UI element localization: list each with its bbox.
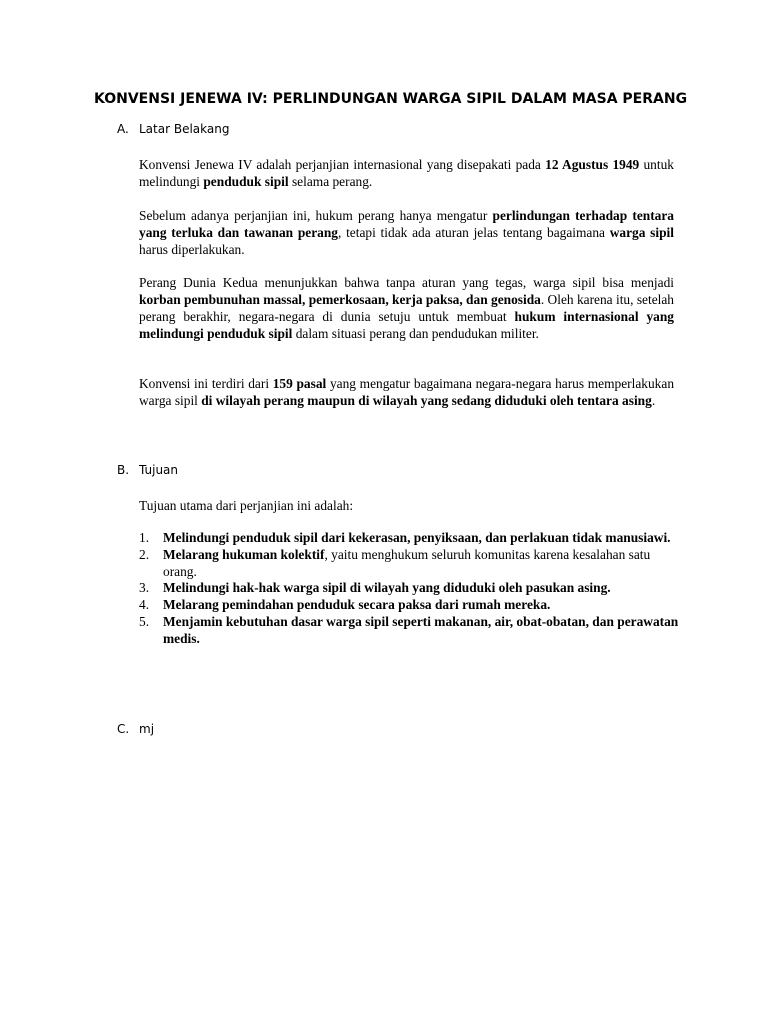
bold-run: Menjamin kebutuhan dasar warga sipil seperti makanan, air, obat-obatan, dan perawatan medis. bbox=[163, 613, 679, 646]
bold-run: hukum internasional yang melindungi penduduk sipil bbox=[139, 309, 674, 341]
list-number: 4. bbox=[139, 597, 150, 613]
bold-run: Melarang hukuman kolektif bbox=[163, 546, 325, 562]
section-b-letter: B. bbox=[117, 463, 130, 477]
goals-list bbox=[139, 530, 679, 648]
list-item bbox=[139, 597, 679, 614]
list-number: 2. bbox=[139, 546, 150, 562]
list-item bbox=[139, 547, 679, 581]
text-run: harus diperlakukan. bbox=[139, 242, 245, 257]
section-a-heading bbox=[117, 121, 229, 137]
list-number: 3. bbox=[139, 580, 150, 596]
text-run: yang mengatur bagaimana negara-negara harus memperlakukan warga sipil bbox=[139, 376, 675, 408]
section-a-title: Latar Belakang bbox=[139, 122, 230, 136]
section-b-title: Tujuan bbox=[139, 463, 179, 477]
paragraph-a2 bbox=[139, 207, 674, 258]
list-item bbox=[139, 580, 679, 597]
paragraph-a3 bbox=[139, 274, 674, 342]
text-run: Perang Dunia Kedua menunjukkan bahwa tanpa aturan yang tegas, warga sipil bisa menjadi bbox=[139, 275, 674, 290]
list-number: 5. bbox=[139, 613, 150, 629]
bold-run: Melarang pemindahan penduduk secara paksa dari rumah mereka. bbox=[163, 597, 551, 613]
document-title: KONVENSI JENEWA IV: PERLINDUNGAN WARGA SIPIL DALAM MASA PERANG bbox=[94, 91, 688, 107]
section-c-letter: C. bbox=[117, 722, 130, 736]
text-run: , tetapi tidak ada aturan jelas tentang bagaimana bbox=[338, 225, 610, 240]
bold-run: 159 pasal bbox=[272, 376, 327, 391]
text-run: , yaitu menghukum seluruh komunitas karena kesalahan satu orang. bbox=[163, 546, 651, 579]
bold-run: warga sipil bbox=[609, 225, 674, 240]
text-run: selama perang. bbox=[288, 174, 373, 189]
list-number: 1. bbox=[139, 530, 150, 545]
section-c-heading bbox=[117, 721, 154, 737]
text-run: untuk melindungi bbox=[139, 157, 674, 189]
list-item bbox=[139, 614, 679, 648]
bold-run: penduduk sipil bbox=[203, 174, 289, 189]
bold-run: di wilayah perang maupun di wilayah yang sedang diduduki oleh tentara asing bbox=[201, 393, 652, 408]
text-run: . bbox=[651, 393, 656, 408]
bold-run: Melindungi hak-hak warga sipil di wilayah yang diduduki oleh pasukan asing. bbox=[163, 580, 611, 596]
paragraph-b-intro: Tujuan utama dari perjanjian ini adalah: bbox=[139, 498, 354, 513]
paragraph-a4 bbox=[139, 375, 674, 409]
text-run: Sebelum adanya perjanjian ini, hukum perang hanya mengatur bbox=[139, 208, 493, 223]
bold-run: perlindungan terhadap tentara yang terluka dan tawanan perang bbox=[139, 208, 675, 240]
section-c-title: mj bbox=[139, 722, 155, 736]
text-run: dalam situasi perang dan pendudukan militer. bbox=[292, 326, 539, 341]
section-a-letter: A. bbox=[117, 122, 129, 136]
section-b-heading bbox=[117, 462, 178, 478]
text-run: Konvensi ini terdiri dari bbox=[139, 376, 273, 391]
text-run: Konvensi Jenewa IV adalah perjanjian internasional yang disepakati pada bbox=[139, 157, 546, 172]
bold-run: 12 Agustus 1949 bbox=[545, 157, 640, 172]
paragraph-a1 bbox=[139, 156, 674, 190]
text-run: . Oleh karena itu, setelah perang berakhir, negara-negara di dunia setuju untuk membuat bbox=[139, 292, 674, 324]
list-item bbox=[139, 530, 679, 547]
bold-run: korban pembunuhan massal, pemerkosaan, kerja paksa, dan genosida bbox=[139, 292, 541, 307]
bold-run: Melindungi penduduk sipil dari kekerasan, penyiksaan, dan perlakuan tidak manusiawi. bbox=[163, 530, 671, 545]
